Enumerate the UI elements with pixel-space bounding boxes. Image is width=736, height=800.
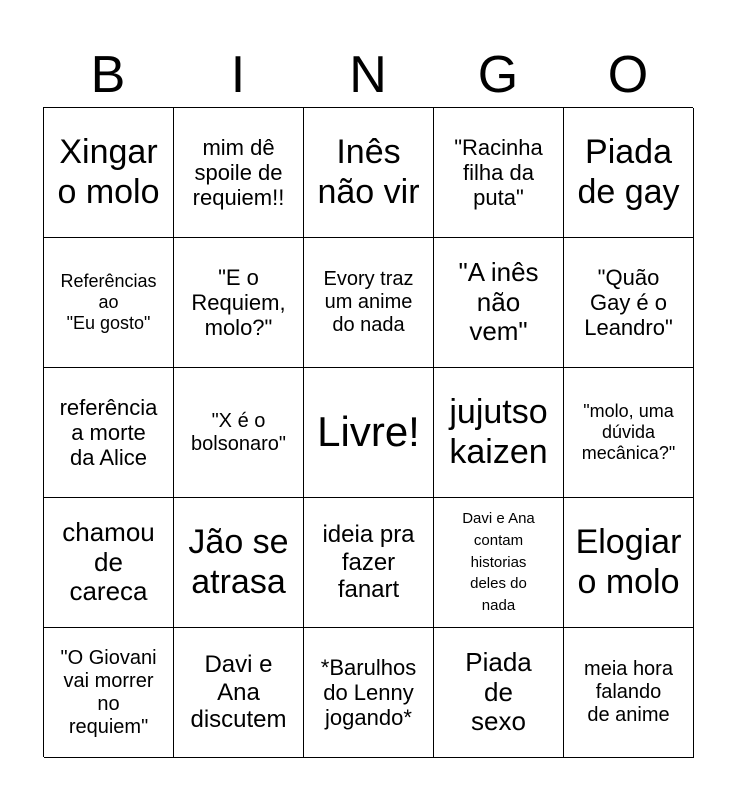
cell-text: Referências ao "Eu gosto" <box>60 271 157 333</box>
cell-text: Jão se atrasa <box>188 523 289 601</box>
bingo-cell[interactable] <box>304 108 434 238</box>
cell-text: *Barulhos do Lenny jogando* <box>320 654 417 731</box>
cell-text: Evory traz um anime do nada <box>323 268 414 336</box>
header-letter-g: G <box>477 46 519 104</box>
cell-text: Davi e Ana discutem <box>190 651 287 734</box>
bingo-cell[interactable] <box>434 368 564 498</box>
cell-text: "A inês não vem" <box>458 256 539 347</box>
bingo-cell[interactable] <box>564 238 694 368</box>
cell-text: "O Giovani vai morrer no requiem" <box>60 646 157 738</box>
cell-text: meia hora falando de anime <box>584 658 673 726</box>
header-letter-b: B <box>90 46 126 104</box>
bingo-cell[interactable] <box>564 108 694 238</box>
cell-text: "X é o bolsonaro" <box>191 409 286 455</box>
bingo-header <box>43 42 693 108</box>
bingo-cell[interactable] <box>174 108 304 238</box>
bingo-cell[interactable] <box>44 628 174 758</box>
cell-text: Elogiar o molo <box>575 523 682 601</box>
bingo-cell[interactable] <box>564 368 694 498</box>
cell-text: mim dê spoile de requiem!! <box>192 134 285 211</box>
bingo-cell[interactable] <box>44 108 174 238</box>
cell-text: Piada de sexo <box>465 646 532 737</box>
bingo-cell[interactable] <box>174 628 304 758</box>
bingo-cell[interactable] <box>174 368 304 498</box>
cell-text: "E o Requiem, molo?" <box>191 264 286 341</box>
cell-text: Inês não vir <box>317 133 420 211</box>
bingo-cell[interactable] <box>304 498 434 628</box>
cell-text: Davi e Ana contam historias deles do nada <box>462 510 535 615</box>
header-letter-n: N <box>349 46 387 104</box>
bingo-cell free-space[interactable] <box>304 368 434 498</box>
bingo-cell[interactable] <box>564 498 694 628</box>
cell-text: jujutso kaizen <box>449 393 548 471</box>
cell-text: Xingar o molo <box>57 133 160 211</box>
bingo-card-grid <box>43 107 693 757</box>
free-space-text: Livre! <box>317 408 420 456</box>
bingo-cell[interactable] <box>44 368 174 498</box>
cell-text: Piada de gay <box>577 133 680 211</box>
cell-text: "molo, uma dúvida mecânica?" <box>581 401 676 463</box>
cell-text: "Quão Gay é o Leandro" <box>584 264 673 341</box>
bingo-cell[interactable] <box>434 108 564 238</box>
cell-text: referência a morte da Alice <box>59 394 158 471</box>
bingo-cell[interactable] <box>434 238 564 368</box>
bingo-cell[interactable] <box>434 628 564 758</box>
bingo-cell[interactable] <box>304 238 434 368</box>
header-letter-o: O <box>607 46 649 104</box>
bingo-cell[interactable] <box>44 238 174 368</box>
header-letter-i: I <box>230 46 246 104</box>
bingo-cell[interactable] <box>174 238 304 368</box>
bingo-cell[interactable] <box>304 628 434 758</box>
bingo-cell[interactable] <box>44 498 174 628</box>
cell-text: ideia pra fazer fanart <box>322 521 415 604</box>
bingo-cell[interactable] <box>174 498 304 628</box>
bingo-cell[interactable] <box>564 628 694 758</box>
bingo-cell[interactable] <box>434 498 564 628</box>
cell-text: chamou de careca <box>62 516 155 607</box>
cell-text: "Racinha filha da puta" <box>454 134 543 211</box>
